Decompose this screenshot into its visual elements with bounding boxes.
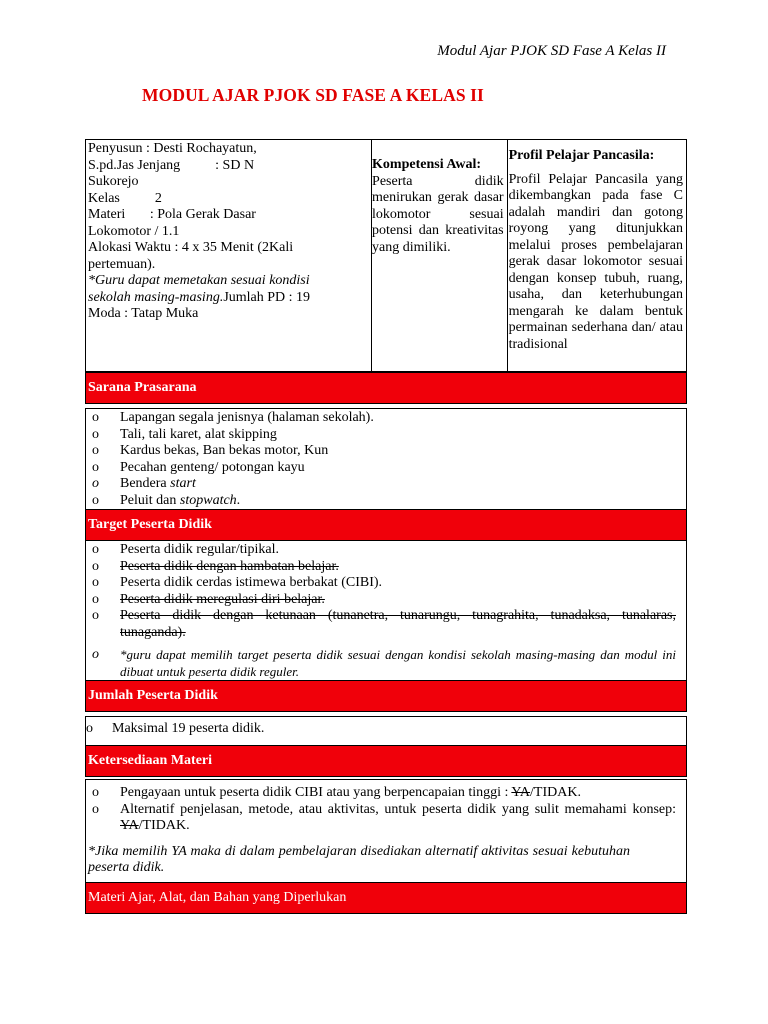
sekolah-line: Sukorejo [88,174,139,189]
bullet-icon: o [92,647,99,662]
target-list [86,542,686,680]
ketersediaan-list [86,785,686,835]
bullet-icon: o [92,558,99,574]
bullet-icon: o [92,785,99,800]
document-title: MODUL AJAR PJOK SD FASE A KELAS II [142,85,484,105]
kompetensi-awal-text: Peserta didik menirukan gerak dasar lokomotor sesuai potensi dan kreativitas yang dimiliki. [372,173,504,255]
jenjang-line: S.pd.Jas Jenjang : SD N [88,157,255,173]
list-item: o Peserta didik dengan ketunaan (tunanetra, tunarungu, tunagrahita, tunadaksa, tunalaras, tunaganda). [92,608,676,640]
ketersediaan-heading-bar [85,745,687,777]
list-item: o Peserta didik meregulasi diri belajar. [92,591,325,607]
list-item: o Alternatif penjelasan, metode, atau aktivitas, untuk peserta didik yang sulit memahami konsep: YA/TIDAK. [92,801,676,833]
jumlah-box [85,716,687,746]
jumlah-heading-bar [85,680,687,712]
sarana-heading-bar [85,372,687,404]
target-note: *guru dapat memilih target peserta didik sesuai dengan kondisi sekolah masing-masing dan modul ini dibuat untuk peserta didik reguler. [120,647,676,679]
materi-ajar-heading: Materi Ajar, Alat, dan Bahan yang Diperlukan [88,890,347,905]
jumlah-item: o Maksimal 19 peserta didik. [86,721,265,736]
list-item: o Pengayaan untuk peserta didik CIBI atau yang berpencapaian tinggi : YA/TIDAK. [92,785,581,800]
list-item: o Pecahan genteng/ potongan kayu [92,459,305,475]
list-item: o Tali, tali karet, alat skipping [92,426,277,442]
sarana-list [86,410,686,509]
moda-line: Moda : Tatap Muka [88,306,199,321]
kompetensi-awal-heading: Kompetensi Awal: [372,157,482,172]
profil-pelajar-cell [508,140,686,371]
profil-pelajar-heading: Profil Pelajar Pancasila: [508,148,655,163]
materi-ajar-heading-bar [85,882,687,914]
bullet-icon: o [92,443,99,458]
target-heading-bar [85,509,687,541]
list-item: o Peluit dan stopwatch. [92,492,241,508]
bullet-icon: o [92,801,99,817]
bullet-icon: o [92,575,99,590]
profil-pelajar-text: Profil Pelajar Pancasila yang dikembangkan pada fase C adalah mandiri dan gotong royong yang ditunjukkan melalui proses pembelajaran gerak dasar lokomotor sesuai dengan konsep tubuh, ruang, usaha, dan keterhubungan mengarah ke dalam bentuk permainan sederhana dan/ atau tradisional [508,171,683,352]
identity-table [85,139,687,372]
list-item: o Peserta didik cerdas istimewa berbakat (CIBI). [92,575,383,590]
alokasi-line-2: pertemuan). [88,256,156,272]
ketersediaan-heading: Ketersediaan Materi [88,753,213,768]
bullet-icon: o [92,492,99,508]
list-item [86,647,686,680]
jumlah-pd: Jumlah PD : 19 [223,289,311,305]
bullet-icon: o [92,459,99,475]
list-item: o Peserta didik dengan hambatan belajar. [92,558,339,574]
jumlah-heading: Jumlah Peserta Didik [88,688,218,703]
sarana-list-box [85,408,687,510]
bullet-icon: o [92,591,99,607]
sarana-heading: Sarana Prasarana [88,380,197,395]
kelas-line: Kelas 2 [88,190,162,206]
ketersediaan-note: *Jika memilih YA maka di dalam pembelajaran disediakan alternatif aktivitas sesuai kebutuhan peserta didik. [88,843,630,875]
bullet-icon: o [92,410,99,425]
list-item: o Bendera start [92,476,196,491]
module-identity-cell [86,140,372,371]
alokasi-line: Alokasi Waktu : 4 x 35 Menit (2Kali [88,240,294,255]
target-heading: Target Peserta Didik [88,517,212,532]
guru-note-line: *Guru dapat memetakan sesuai kondisi [88,273,310,288]
bullet-icon: o [86,721,93,736]
list-item: o Lapangan segala jenisnya (halaman sekolah). [92,410,374,425]
materi-line: Materi : Pola Gerak Dasar [88,207,256,222]
list-item: o Peserta didik regular/tipikal. [92,542,280,557]
bullet-icon: o [92,608,99,623]
bullet-icon: o [92,476,99,491]
kompetensi-awal-cell [372,140,508,371]
materi-line-2: Lokomotor / 1.1 [88,223,180,239]
penyusun-line: Penyusun : Desti Rochayatun, [88,141,257,156]
ketersediaan-box [85,779,687,883]
bullet-icon: o [92,542,99,557]
guru-note-line-2 [88,290,369,307]
list-item: o Kardus bekas, Ban bekas motor, Kun [92,443,329,458]
running-header: Modul Ajar PJOK SD Fase A Kelas II [437,43,666,59]
bullet-icon: o [92,426,99,442]
target-list-box [85,540,687,682]
guru-note-italic: sekolah masing-masing. [88,289,224,305]
